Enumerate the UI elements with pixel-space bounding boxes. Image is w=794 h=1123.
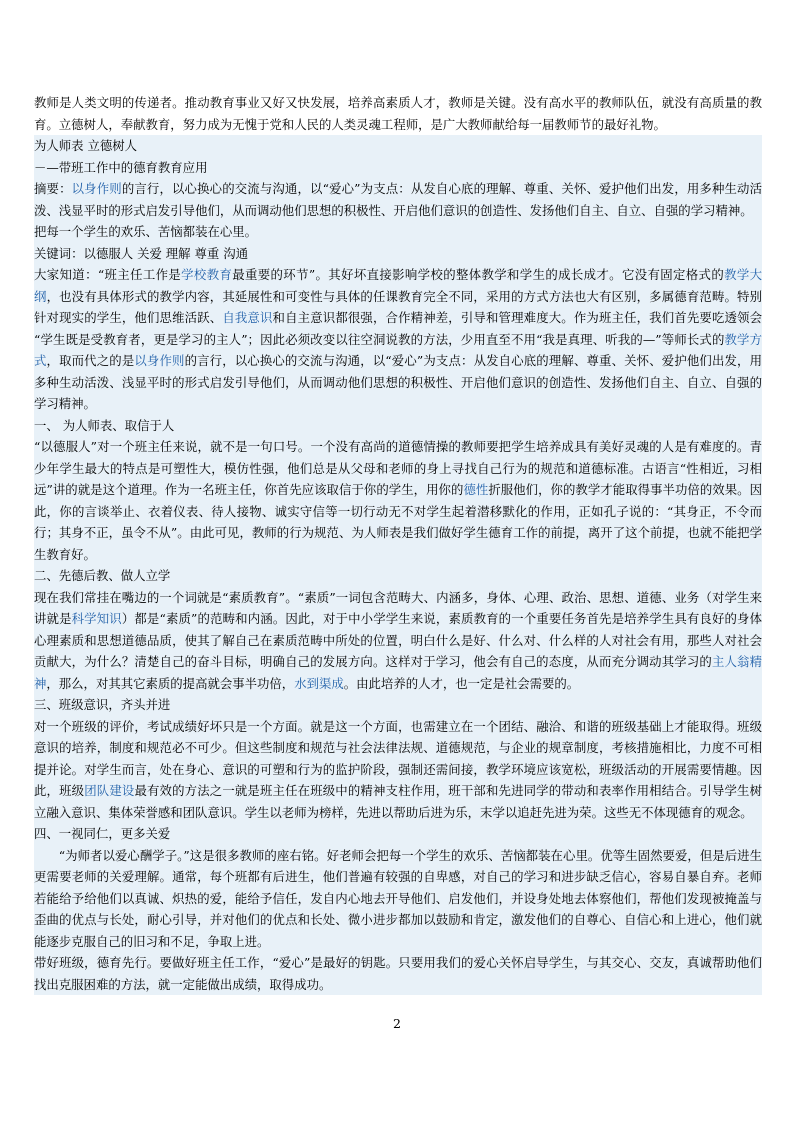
section-heading-2: 二、先德后教、做人立学	[34, 565, 762, 587]
inline-link[interactable]: 自我意识	[222, 310, 273, 325]
inline-link[interactable]: 教学方式	[34, 331, 762, 368]
inline-link[interactable]: 以身作则	[71, 181, 122, 196]
section-heading-1: 一、 为人师表、取信于人	[34, 415, 762, 437]
abstract-paragraph	[34, 178, 762, 221]
text-run: 最重要的环节”。其好坏直接影响学校的整体教学和学生的成长成才。它没有固定格式的	[232, 267, 725, 282]
inline-link[interactable]: 团队建设	[84, 783, 135, 798]
page-number: 2	[393, 1016, 401, 1031]
body-paragraph-4	[34, 716, 762, 824]
inline-link[interactable]: 教学大纲	[34, 267, 763, 304]
text-run: “以德服人”对一个班主任来说，就不是一句口号。一个没有高尚的道德情操的教师要把学生培养成具有美好灵魂的人是有难度的。青少年学生最大的特点是可塑性大，模仿性强，他们总是从父母和老师的身上寻找自己行为的规范和道德标准。古语言“性相近，习相远”讲的就是这个道理。作为一名班主任，你首先应该取信于你的学生，用你的	[34, 439, 762, 497]
text-run: 和自主意识都很强，合作精神差，引导和管理难度大。作为班主任，我们首先要吃透领会 “学生既是受教育者，更是学习的主人”；因此必须改变以往空洞说教的方法，少用直至不用“我是真理、听我的—”等师长式的	[34, 310, 763, 347]
body-paragraph-3	[34, 587, 762, 695]
body-paragraph-1	[34, 264, 762, 415]
inline-link[interactable]: 主人翁精神	[34, 654, 763, 691]
keywords-line: 关键词：以德服人 关爱 理解 尊重 沟通	[34, 243, 762, 265]
text-run: 的言行，以心换心的交流与沟通，以“爱心”为支点：从发自心底的理解、尊重、关怀、爱护他们出发，用多种生动活泼、浅显平时的形式启发引导他们，从而调动他们思想的积极性、开启他们意识的创造性、发扬他们自主、自立、自强的学习精神。	[34, 353, 762, 411]
inline-link[interactable]: 以身作则	[134, 353, 185, 368]
text-run: 摘要：	[34, 181, 72, 196]
inline-link[interactable]: 水到渠成	[294, 675, 344, 691]
intro-paragraph: 教师是人类文明的传递者。推动教育事业又好又快发展，培养高素质人才，教师是关键。没有高水平的教师队伍，就没有高质量的教育。立德树人，奉献教育，努力成为无愧于党和人民的人类灵魂工程师，是广大教师献给每一届教师节的最好礼物。	[34, 95, 762, 132]
section-heading-4: 四、一视同仁，更多关爱	[34, 823, 762, 845]
text-run: 折服他们，你的教学才能取得事半功倍的效果。因此，你的言谈举止、衣着仪表、待人接物、诚实守信等一切行动无不对学生起着潜移默化的作用，正如孔子说的：“其身正，不令而行；其身不正，虽令不从”。由此可见，教师的行为规范、为人师表是我们做好学生德育工作的前提，离开了这个前提，也就不能把学生教育好。	[34, 482, 763, 562]
text-run: 的言行，以心换心的交流与沟通，以“爱心”为支点：从发自心底的理解、尊重、关怀、爱护他们出发，用多种生动活泼、浅显平时的形式启发引导他们，从而调动他们思想的积极性、开启他们意识的创造性、发扬他们自主、自立、自强的学习精神。	[34, 181, 762, 218]
inline-link[interactable]: 科学知识	[71, 611, 122, 626]
body-paragraph-5: “为师者以爱心酬学子。”这是很多教师的座右铭。好老师会把每一个学生的欢乐、苦恼都装在心里。优等生固然要爱，但是后进生更需要老师的关爱理解。通常，每个班都有后进生，他们普遍有较强的自卑感，对自己的学习和进步缺乏信心，容易自暴自弃。老师若能给予给他们以真诚、炽热的爱，能给予信任，发自内心地去开导他们、启发他们，并设身处地去体察他们，帮他们发现被掩盖与歪曲的优点与长处，耐心引导，并对他们的优点和长处、微小进步都加以鼓励和肯定，激发他们的自尊心、自信心和上进心，他们就能逐步克服自己的旧习和不足，争取上进。	[34, 845, 762, 953]
inline-link[interactable]: 学校教育	[181, 267, 233, 282]
text-run: 现在我们常挂在嘴边的一个词就是“素质教育”。“素质”一词包含范畴大、内涵多，身体、心理、政治、思想、道德、业务（对学生来讲就是	[34, 589, 762, 626]
text-run: 大家知道：“班主任工作是	[34, 267, 182, 282]
text-run: 。由此培养的人才，也一定是社会需要的。	[343, 675, 580, 691]
abstract-line: 把每一个学生的欢乐、苦恼都装在心里。	[34, 221, 762, 243]
text-run: ，取而代之的是	[46, 353, 135, 368]
text-run: ，那么，对其其它素质的提高就会事半功倍，	[46, 675, 295, 691]
document-body	[34, 92, 762, 995]
text-run: ）都是“素质”的范畴和内涵。因此，对于中小学学生来说，素质教育的一个重要任务首先是培养学生具有良好的身体心理素质和思想道德品质，使其了解自己在素质范畴中所处的位置，明白什么是好、什么对、什么样的人对社会有用，那些人对社会贡献大，为什么？清楚自己的奋斗目标，明确自己的发展方向。这样对于学习，他会有自己的态度，从而充分调动其学习的	[34, 611, 762, 669]
text-run: 最有效的方法之一就是班主任在班级中的精神支柱作用，班干部和先进同学的带动和表率作用相结合。引导学生树立融入意识、集体荣誉感和团队意识。学生以老师为榜样，先进以帮助后进为乐，末学以追赶先进为荣。这些无不体现德育的观念。	[34, 783, 763, 820]
text-run: ，也没有具体形式的教学内容，其延展性和可变性与具体的任课教育完全不同，采用的方式方法也大有区别，多属德育范畴。特别针对现实的学生，他们思维活跃、	[34, 288, 763, 325]
article-subtitle: －—带班工作中的德育教育应用	[34, 157, 762, 179]
article-title: 为人师表 立德树人	[34, 135, 762, 157]
body-paragraph-2	[34, 436, 762, 565]
text-run: 对一个班级的评价，考试成绩好坏只是一个方面。就是这一个方面，也需建立在一个团结、融洽、和谐的班级基础上才能取得。班级意识的培养，制度和规范必不可少。但这些制度和规范与社会法律法规、道德规范，与企业的规章制度，考核措施相比，力度不可相提并论。对学生而言，处在身心、意识的可塑和行为的监护阶段，强制还需间接，教学环境应该宽松，班级活动的开展需要情趣。因此，班级	[34, 718, 762, 798]
section-heading-3: 三、班级意识，齐头并进	[34, 694, 762, 716]
inline-link[interactable]: 德性	[463, 482, 489, 497]
closing-paragraph: 带好班级，德育先行。要做好班主任工作，“爱心”是最好的钥匙。只要用我们的爱心关怀启导学生，与其交心、交友，真诚帮助他们找出克服困难的方法，就一定能做出成绩，取得成功。	[34, 952, 762, 995]
